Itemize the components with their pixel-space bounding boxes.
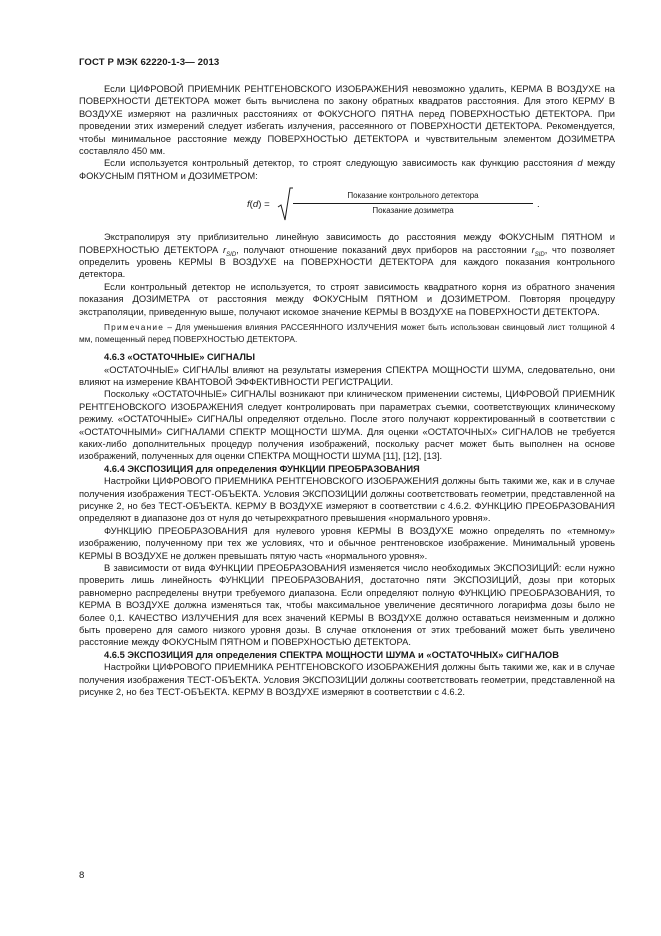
text-run: Экстраполируя эту приблизительно линейную зависимость до расстояния между ФОКУСНЫМ ПЯТНОМ и ПОВЕРХНОСТЬЮ ДЕТЕКТОРА	[79, 232, 615, 255]
text-run: , что позволяет определить уровень КЕРМЫ В ВОЗДУХЕ на ПОВЕРХНОСТИ ДЕТЕКТОРА для каждого показания контрольного детектора.	[79, 244, 615, 280]
formula-end: .	[537, 199, 540, 211]
page-body	[79, 83, 615, 698]
note-text: – Для уменьшения влияния РАССЕЯННОГО ИЗЛУЧЕНИЯ может быть использован свинцовый лист толщиной 4 мм, помещенный перед ПОВЕРХНОСТЬЮ ДЕТЕКТОРА.	[79, 322, 615, 344]
paragraph: Если контрольный детектор не используется, то строят зависимость квадратного корня из обратного значения показания ДОЗИМЕТРА от расстояния между ФОКУСНЫМ ПЯТНОМ и ДОЗИМЕТРОМ. Повторяя процедуру экстраполяции, приведенную выше, получают искомое значение КЕРМЫ В ВОЗДУХЕ на ПОВЕРХНОСТИ ДЕТЕКТОРА.	[79, 281, 615, 317]
paragraph: Если используется контрольный детектор, то строят следующую зависимость как функцию расстояния d между ФОКУСНЫМ ПЯТНОМ и ДОЗИМЕТРОМ:	[79, 158, 615, 181]
symbol-sub: SID	[226, 251, 237, 258]
paragraph: Если ЦИФРОВОЙ ПРИЕМНИК РЕНТГЕНОВСКОГО ИЗОБРАЖЕНИЯ невозможно удалить, КЕРМА В ВОЗДУХЕ на ПОВЕРХНОСТИ ДЕТЕКТОРА может быть вычислена по закону обратных квадратов расстояния. Для этого КЕРМУ В ВОЗДУХЕ измеряют на различных расстояниях от ФОКУСНОГО ПЯТНА перед ПОВЕРХНОСТЬЮ ДЕТЕКТОРА. При проведении этих измерений следует избегать излучения, рассеянного от ПОВЕРХНОСТИ ДЕТЕКТОРА. Рекомендуется, чтобы минимальное расстояние между ПОВЕРХНОСТЬЮ ДЕТЕКТОРА и чувствительным элементом ДОЗИМЕТРА составляло 450 мм.	[79, 84, 615, 157]
section-heading: 4.6.4 ЭКСПОЗИЦИЯ для определения ФУНКЦИИ ПРЕОБРАЗОВАНИЯ	[104, 463, 420, 474]
running-header: ГОСТ Р МЭК 62220-1-3— 2013	[79, 57, 220, 68]
formula-denominator: Показание дозиметра	[372, 206, 454, 216]
paragraph: Настройки ЦИФРОВОГО ПРИЕМНИКА РЕНТГЕНОВСКОГО ИЗОБРАЖЕНИЯ должны быть такими же, как и в случае получения изображения ТЕСТ-ОБЪЕКТА. Условия ЭКСПОЗИЦИИ должны соответствовать геометрии, представленной на рисунке 2, но без ТЕСТ-ОБЪЕКТА. КЕРМУ В ВОЗДУХЕ измеряют в соответствии с 4.6.2. ФУНКЦИЮ ПРЕОБРАЗОВАНИЯ определяют в диапазоне доз от нуля до четырехкратного превышения «нормального уровня».	[79, 476, 615, 524]
paragraph: В зависимости от вида ФУНКЦИИ ПРЕОБРАЗОВАНИЯ изменяется число необходимых ЭКСПОЗИЦИЙ: если нужно проверить лишь линейность ФУНКЦИИ ПРЕОБРАЗОВАНИЯ, достаточно пяти ЭКСПОЗИЦИЙ, дозы при которых равномерно распределены внутри требуемого диапазона. Если определяют полную ФУНКЦИЮ ПРЕОБРАЗОВАНИЯ, то КЕРМА В ВОЗДУХЕ должна изменяться так, чтобы максимальное увеличение десятичного логарифма дозы было не более 0,1. КАЧЕСТВО ИЗЛУЧЕНИЯ для всех значений КЕРМЫ В ВОЗДУХЕ должно оставаться неизменным и должно быть проверено для самого низкого уровня дозы. В случае отклонения от этих требований может быть увеличено расстояние между ФОКУСНЫМ ПЯТНОМ и ПОВЕРХНОСТЬЮ ДЕТЕКТОРА.	[79, 563, 615, 648]
page-number: 8	[79, 870, 85, 881]
symbol-r: r	[531, 244, 535, 255]
symbol-sub: SID	[534, 251, 545, 258]
symbol-r: r	[223, 244, 227, 255]
paragraph: «ОСТАТОЧНЫЕ» СИГНАЛЫ влияют на результаты измерения СПЕКТРА МОЩНОСТИ ШУМА, следовательно, они влияют на измерение КВАНТОВОЙ ЭФФЕКТИВНОСТИ РЕГИСТРАЦИИ.	[79, 364, 615, 387]
formula	[79, 187, 615, 225]
paragraph: ФУНКЦИЮ ПРЕОБРАЗОВАНИЯ для нулевого уровня КЕРМЫ В ВОЗДУХЕ можно определять по «темному» изображению, полученному при тех же условиях, что и обычное рентгеновское изображение. Минимальный уровень КЕРМЫ В ВОЗДУХЕ не должен превышать пятую часть «нормального уровня».	[79, 525, 615, 561]
fraction-bar	[293, 203, 533, 204]
note	[79, 322, 615, 345]
sqrt-sign-icon	[277, 187, 293, 221]
section-heading: 4.6.5 ЭКСПОЗИЦИЯ для определения СПЕКТРА МОЩНОСТИ ШУМА и «ОСТАТОЧНЫХ» СИГНАЛОВ	[104, 649, 559, 660]
note-label: Примечание	[104, 322, 165, 333]
text-run: , получают отношение показаний двух приборов на расстоянии	[236, 244, 532, 255]
paragraph-extrapolation	[79, 231, 615, 281]
section-heading: 4.6.3 «ОСТАТОЧНЫЕ» СИГНАЛЫ	[104, 352, 256, 363]
formula-numerator: Показание контрольного детектора	[347, 191, 479, 201]
paragraph: Поскольку «ОСТАТОЧНЫЕ» СИГНАЛЫ возникают при клиническом применении системы, ЦИФРОВОЙ ПРИЕМНИК РЕНТГЕНОВСКОГО ИЗОБРАЖЕНИЯ следует контролировать при параметрах съемки, соответствующих клиническому режиму. «ОСТАТОЧНЫЕ» СИГНАЛЫ определяют отдельно. После этого получают корректированный в соответствии с «ОСТАТОЧНЫМИ» СИГНАЛАМИ СПЕКТР МОЩНОСТИ ШУМА. Для оценки «ОСТАТОЧНЫХ» СИГНАЛОВ не требуется каких-либо дополнительных процедур получения изображений, поскольку расчет может быть выполнен на основе изображений, полученных для оценки СПЕКТРА МОЩНОСТИ ШУМА [11], [12], [13].	[79, 389, 615, 462]
paragraph: Настройки ЦИФРОВОГО ПРИЕМНИКА РЕНТГЕНОВСКОГО ИЗОБРАЖЕНИЯ должны быть такими же, как и в случае получения изображения ТЕСТ-ОБЪЕКТА. Условия ЭКСПОЗИЦИИ должны соответствовать геометрии, представленной на рисунке 2, но без ТЕСТ-ОБЪЕКТА. КЕРМУ В ВОЗДУХЕ измеряют в соответствии с 4.6.2.	[79, 662, 615, 698]
formula-lhs: f(d) =	[247, 199, 270, 211]
